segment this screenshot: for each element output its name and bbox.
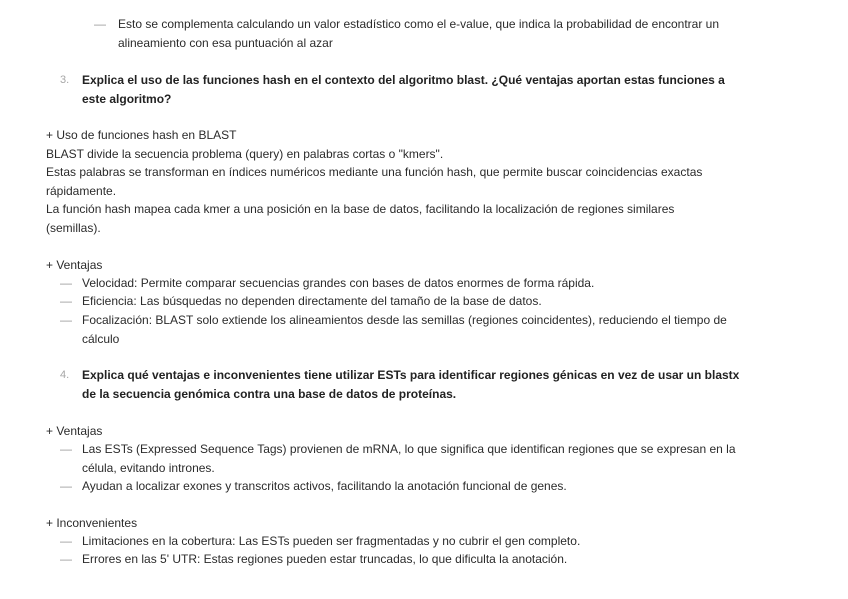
list-item <box>82 532 812 551</box>
section-heading: + Inconvenientes <box>46 516 138 530</box>
text-line: célula, evitando intrones. <box>82 460 215 475</box>
list-item <box>82 292 812 311</box>
dash-bullet: — <box>60 276 72 290</box>
text-line: Focalización: BLAST solo extiende los alineamientos desde las semillas (regiones coincidentes), reduciendo el tiempo de <box>82 313 727 327</box>
question-number: 3. <box>60 74 70 86</box>
dash-bullet: — <box>60 479 72 493</box>
text-line: Estas palabras se transforman en índices numéricos mediante una función hash, que permite buscar coincidencias exactas <box>46 165 703 179</box>
text-line: rápidamente. <box>46 183 117 198</box>
list-item <box>82 440 812 477</box>
hash-section <box>46 126 806 237</box>
text-line: alineamiento con esa puntuación al azar <box>118 35 333 50</box>
text-line: Esto se complementa calculando un valor estadístico como el e-value, que indica la probabilidad de encontrar un <box>118 17 720 31</box>
list-item <box>82 550 812 569</box>
text-line: Limitaciones en la cobertura: Las ESTs pueden ser fragmentadas y no cubrir el gen completo. <box>82 534 581 548</box>
list-item <box>82 477 812 496</box>
text-line: este algoritmo? <box>82 91 172 106</box>
list-item <box>82 311 812 348</box>
list-item <box>82 274 812 293</box>
text-line: cálculo <box>82 331 120 346</box>
text-line: Ayudan a localizar exones y transcritos activos, facilitando la anotación funcional de genes. <box>82 479 567 493</box>
text-line: Explica el uso de las funciones hash en el contexto del algoritmo blast. ¿Qué ventajas aportan estas funciones a <box>82 73 725 87</box>
dash-bullet: — <box>60 534 72 548</box>
intro-bullet-text <box>118 15 808 52</box>
section-heading: + Ventajas <box>46 258 103 272</box>
dash-bullet: — <box>94 17 106 31</box>
dash-bullet: — <box>60 442 72 456</box>
text-line: Eficiencia: Las búsquedas no dependen directamente del tamaño de la base de datos. <box>82 294 542 308</box>
text-line: Velocidad: Permite comparar secuencias grandes con bases de datos enormes de forma rápida. <box>82 276 595 290</box>
text-line: Explica qué ventajas e inconvenientes tiene utilizar ESTs para identificar regiones génicas en vez de usar un blastx <box>82 368 740 382</box>
text-line: La función hash mapea cada kmer a una posición en la base de datos, facilitando la localización de regiones similares <box>46 202 675 216</box>
question-4 <box>82 366 812 403</box>
text-line: (semillas). <box>46 220 101 235</box>
dash-bullet: — <box>60 313 72 327</box>
question-3 <box>82 71 802 108</box>
dash-bullet: — <box>60 294 72 308</box>
text-line: Errores en las 5' UTR: Estas regiones pueden estar truncadas, lo que dificulta la anotación. <box>82 552 568 566</box>
text-line: BLAST divide la secuencia problema (query) en palabras cortas o "kmers". <box>46 146 444 161</box>
text-line: Las ESTs (Expressed Sequence Tags) provienen de mRNA, lo que significa que identifican regiones que se expresan en la <box>82 442 736 456</box>
section-heading: + Uso de funciones hash en BLAST <box>46 128 237 142</box>
text-line: de la secuencia genómica contra una base de datos de proteínas. <box>82 386 457 401</box>
question-number: 4. <box>60 369 70 381</box>
section-heading: + Ventajas <box>46 424 103 438</box>
dash-bullet: — <box>60 552 72 566</box>
